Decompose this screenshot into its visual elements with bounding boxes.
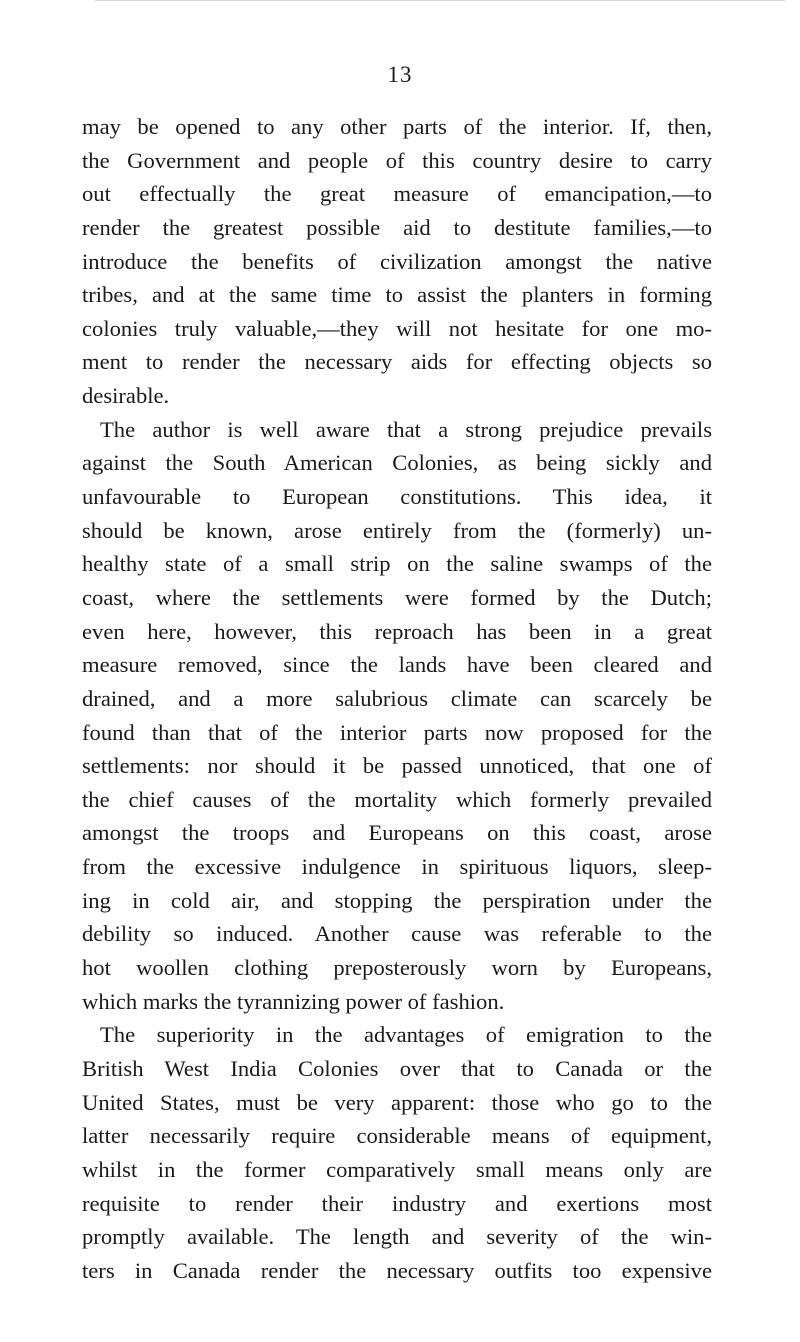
text-line: promptly available. The length and severity of the win-: [82, 1224, 712, 1250]
text-line: even here, however, this reproach has been in a great: [82, 618, 712, 644]
text-line: healthy state of a small strip on the saline swamps of the: [82, 551, 712, 577]
text-line: ing in cold air, and stopping the perspiration under the: [82, 887, 712, 913]
text-line: from the excessive indulgence in spirituous liquors, sleep-: [82, 854, 712, 880]
top-edge-rule: [95, 0, 785, 1]
text-line: introduce the benefits of civilization amongst the native: [82, 248, 712, 274]
text-line: ters in Canada render the necessary outfits too expensive: [82, 1257, 712, 1283]
text-line: unfavourable to European constitutions. This idea, it: [82, 484, 712, 510]
text-line: debility so induced. Another cause was referable to the: [82, 921, 712, 947]
text-line: against the South American Colonies, as being sickly and: [82, 450, 712, 476]
text-line: coast, where the settlements were formed by the Dutch;: [82, 584, 712, 610]
text-line: measure removed, since the lands have been cleared and: [82, 652, 712, 678]
text-line: whilst in the former comparatively small means only are: [82, 1156, 712, 1182]
page-number: 13: [387, 62, 413, 87]
text-line: render the greatest possible aid to destitute families,—to: [82, 214, 712, 240]
text-line: colonies truly valuable,—they will not hesitate for one mo-: [82, 315, 712, 341]
text-line: the Government and people of this country desire to carry: [82, 147, 712, 173]
text-line: the chief causes of the mortality which formerly prevailed: [82, 786, 712, 812]
text-line: The author is well aware that a strong prejudice prevails: [100, 416, 712, 442]
text-line: which marks the tyrannizing power of fashion.: [82, 988, 505, 1014]
text-line: should be known, arose entirely from the (formerly) un-: [82, 517, 712, 543]
text-line: out effectually the great measure of emancipation,—to: [82, 181, 712, 207]
text-line: may be opened to any other parts of the interior. If, then,: [82, 114, 712, 139]
text-line: found than that of the interior parts now proposed for the: [82, 719, 712, 745]
text-line: amongst the troops and Europeans on this coast, arose: [82, 820, 712, 846]
text-line: The superiority in the advantages of emigration to the: [100, 1022, 712, 1048]
text-line: British West India Colonies over that to Canada or the: [82, 1055, 712, 1081]
text-line: latter necessarily require considerable means of equipment,: [82, 1123, 712, 1149]
text-line: settlements: nor should it be passed unnoticed, that one of: [82, 753, 712, 779]
text-line: hot woollen clothing preposterously worn by Europeans,: [82, 955, 712, 981]
text-line: requisite to render their industry and exertions most: [82, 1190, 712, 1216]
text-line: tribes, and at the same time to assist the planters in forming: [82, 282, 712, 308]
text-line: drained, and a more salubrious climate can scarcely be: [82, 685, 712, 711]
text-line: ment to render the necessary aids for effecting objects so: [82, 349, 712, 375]
body-text: [82, 110, 712, 1287]
text-line: desirable.: [82, 383, 170, 409]
text-line: United States, must be very apparent: those who go to the: [82, 1089, 712, 1115]
